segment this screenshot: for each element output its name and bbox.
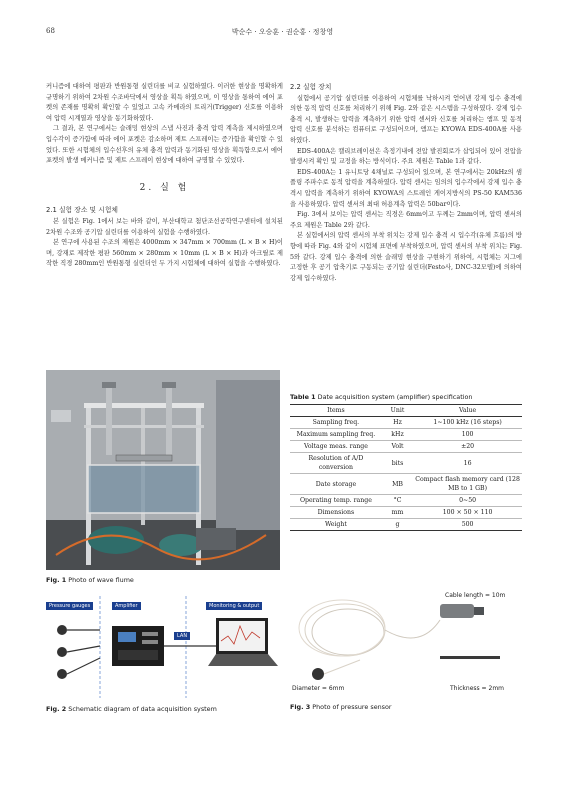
table-cell: MB <box>382 474 413 495</box>
right-column <box>290 82 522 284</box>
fig1-label: Fig. 1 <box>46 576 67 584</box>
pressure-sensor-drawing <box>290 590 522 696</box>
fig3-caption <box>290 703 392 711</box>
table-cell: ±20 <box>413 441 522 453</box>
paragraph: EDS-400A은 캘리브레이션은 측정기내에 전압 발진회로가 삽입되어 있어 전압을 발생시켜 확인 및 교정을 하는 방식이다. 주요 제원은 Table 1과 같다. <box>290 147 522 166</box>
paragraph: EDS-400A는 1 유니트당 4채널로 구성되어 있으며, 본 연구에서는 20kHz의 샘플링 주파수로 동적 압력을 계측하였다. 압력 센서는 임의의 입수각에서 강제 입수 충격시 압력을 계측하기 위하여 KYOWA의 스트레인 게이지방식의 PS-50 KAM536을 사용하였다. 압력 센서의 최대 허용계측 압력은 50bar이다. <box>290 168 522 208</box>
table-cell: Hz <box>382 417 413 429</box>
fig3-label: Fig. 3 <box>290 703 311 711</box>
table1-label: Table 1 <box>290 393 316 401</box>
table1-caption <box>290 393 472 401</box>
fig3-caption-text: Photo of pressure sensor <box>312 703 392 711</box>
column-header: Items <box>290 405 382 417</box>
schematic-drawing <box>46 596 280 698</box>
table-cell: Date storage <box>290 474 382 495</box>
wave-flume-photo <box>46 370 280 570</box>
paragraph: 그 결과, 본 연구에서는 슬래밍 현상의 스냅 사진과 충격 압력 계측을 제시하였으며 입수각이 증가함에 따라 에어 포켓은 감소하며 제트 스프레이는 증가함을 확인할 수 있었다. 또한 시험체의 입수선후의 유체 충격 압력과 동기화된 영상을 획득함으로서 에어 포켓의 발생 메커니즘 및 제트 스프레이 현상에 대하여 규명할 수 있었다. <box>46 125 283 165</box>
table-cell: 1~100 kHz (16 steps) <box>413 417 522 429</box>
table-cell: 100 <box>413 429 522 441</box>
table-cell: 500 <box>413 519 522 531</box>
fig2-caption <box>46 705 217 713</box>
fig1-caption-text: Photo of wave flume <box>68 576 134 584</box>
subsection-title: 2.2 실험 장치 <box>290 83 332 91</box>
table-row <box>290 519 522 531</box>
table-row <box>290 453 522 474</box>
laptop-icon <box>208 618 278 666</box>
table-cell: 0~50 <box>413 495 522 507</box>
table-cell: 100 × 50 × 110 <box>413 507 522 519</box>
diameter-note: Diameter = 6mm <box>292 685 345 692</box>
subsection-title: 2.1 실험 장소 및 시험체 <box>46 206 118 215</box>
data-acquisition-schematic <box>46 596 280 698</box>
table-row <box>290 507 522 519</box>
paragraph: 본 실험은 Fig. 1에서 보는 바와 같이, 부산대학교 첨단조선공학연구센터에 설치된 2차원 수조와 공기압 실린더를 이용하여 실험을 수행하였다. <box>46 217 283 236</box>
fig2-label: Fig. 2 <box>46 705 67 713</box>
pressure-gauges-label: Pressure gauges <box>46 602 93 610</box>
fig1-caption <box>46 576 134 584</box>
table-cell: Weight <box>290 519 382 531</box>
table-cell: 16 <box>413 453 522 474</box>
page-number: 68 <box>46 27 55 35</box>
table-row <box>290 441 522 453</box>
table1-caption-text: Date acquisition system (amplifier) specification <box>317 393 473 401</box>
table-row <box>290 474 522 495</box>
table-row <box>290 495 522 507</box>
table1 <box>290 404 522 531</box>
table-cell: Operating temp. range <box>290 495 382 507</box>
table-cell: Sampling freq. <box>290 417 382 429</box>
table-header-row <box>290 405 522 417</box>
thickness-note: Thickness = 2mm <box>450 685 505 692</box>
column-header: Unit <box>382 405 413 417</box>
table-cell: mm <box>382 507 413 519</box>
table-cell: °C <box>382 495 413 507</box>
pressure-sensor-photo <box>290 590 522 696</box>
paragraph: Fig. 3에서 보이는 압력 센서는 직경은 6mm이고 두께는 2mm이며, 압력 센서의 주요 제원은 Table 2와 같다. <box>290 211 522 229</box>
table-cell: Dimensions <box>290 507 382 519</box>
left-column <box>46 82 283 270</box>
running-header-authors: 박순수 · 오승훈 · 권순홍 · 정창영 <box>231 28 334 36</box>
cable-length-note: Cable length = 10m <box>445 592 506 599</box>
amplifier-label: Amplifier <box>112 602 141 610</box>
lan-label: LAN <box>174 632 190 640</box>
section-title: 2. 실 험 <box>139 182 190 193</box>
amplifier-icon <box>112 626 164 666</box>
monitoring-output-label: Monitoring & output <box>206 602 262 610</box>
table-row <box>290 429 522 441</box>
table-cell: bits <box>382 453 413 474</box>
table-cell: g <box>382 519 413 531</box>
paragraph: 커니즘에 대하여 평판과 반원통형 실린더를 비교 실험하였다. 이러한 현상을 명확하게 규명하기 위하여 2차원 수조바닥에서 영상을 획득 하였으며, 이 영상을 통하여 에어 포켓의 존재를 명확히 확인할 수 있었고 고속 카메라의 트리거(Trigger) 신호를 이용하여 압력 시계열과 영상을 동기화하였다. <box>46 83 283 122</box>
table-cell: Maximum sampling freq. <box>290 429 382 441</box>
table-cell: kHz <box>382 429 413 441</box>
wave-flume-illustration <box>46 370 280 570</box>
column-header: Value <box>413 405 522 417</box>
fig2-caption-text: Schematic diagram of data acquisition system <box>68 705 217 713</box>
paragraph: 실험에서 공기압 실린더를 이용하여 시험체를 낙하시켜 얻어낸 강제 입수 충격에 의한 동적 압력 신호를 처리하기 위해 Fig. 2와 같은 시스템을 구성하였다. 강제 입수 충격 시, 발생하는 압력을 계측하기 위한 압력 센서와 신호를 처리하는 앰프 및 동적 압력 신호를 분석하는 컴퓨터로 구성되어으며, 앰프는 KYOWA EDS-400A를 사용하였다. <box>290 94 522 144</box>
table-cell: Volt <box>382 441 413 453</box>
paragraph: 본 연구에 사용된 수조의 제원은 4000mm × 347mm × 700mm (L × B × H)이며, 강재로 제작한 평판 560mm × 280mm × 10mm (L × B × H)과 아크릴로 제작한 직경 280mm인 반원통형 실린더인 두 가지 시험체에 대하여 실험을 수행하였다. <box>46 239 283 268</box>
table-cell: Voltage meas. range <box>290 441 382 453</box>
table-cell: Resolution of A/D conversion <box>290 453 382 474</box>
table-row <box>290 417 522 429</box>
table-cell: Compact flash memory card (128 MB to 1 GB) <box>413 474 522 495</box>
paragraph: 본 실험에서의 압력 센서의 부착 위치는 강제 입수 충격 시 입수각(유체 흐름)의 방향에 따라 Fig. 4와 같이 시험체 표면에 부착하였으며, 압력 센서의 부착 위치는 Fig. 5와 같다. 강제 입수 충격에 의한 슬래밍 현상을 구현하기 위하여, 시험체는 지그에 고정한 후 공기 압축기로 구동되는 공기압 실린더(Festo사, DNC-32모델)에 의하여 강제 입수하였다. <box>290 232 522 282</box>
